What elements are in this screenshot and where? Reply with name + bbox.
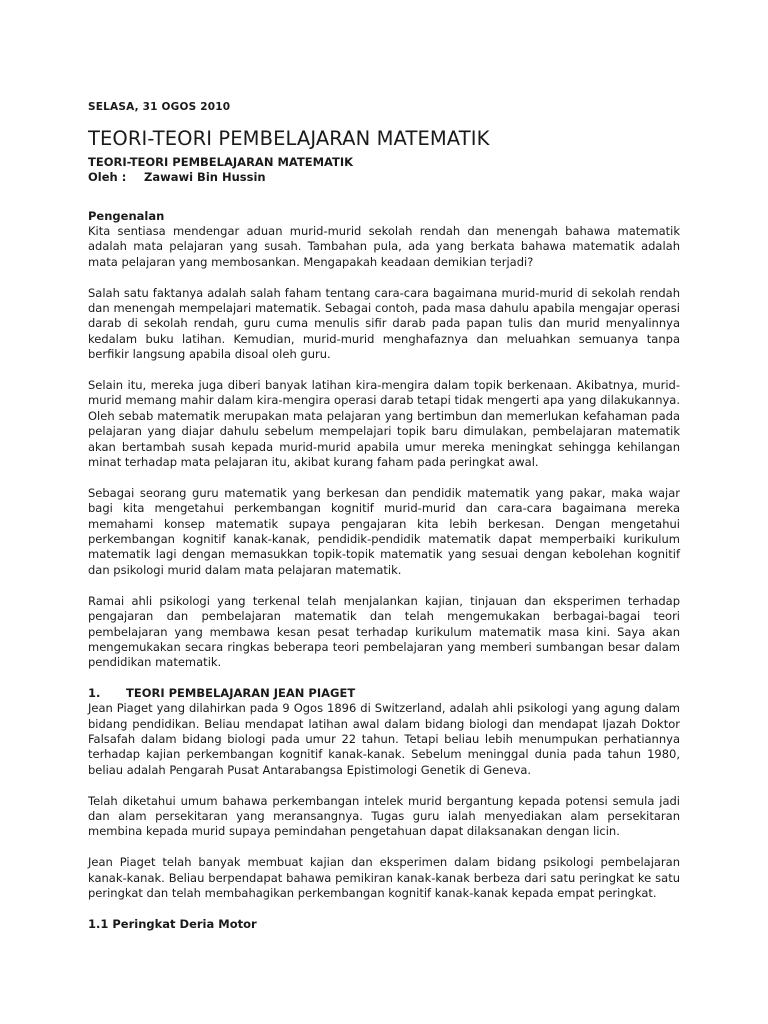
section-heading-intro: Pengenalan [88,209,165,223]
intro-paragraph-5: Ramai ahli psikologi yang terkenal telah menjalankan kajian, tinjauan dan eksperimen terhadap pengajaran dan pembelajaran matematik dan telah mengemukakan berbagai-bagai teori pembelajaran yang membawa kesan pesat terhadap kurikulum matematik masa kini. Saya akan mengemukakan secara ringkas beberapa teori pembelajaran yang memberi sumbangan besar dalam pendidikan matematik. [88,593,680,670]
author-label: Oleh : [88,170,127,184]
intro-paragraph-4: Sebagai seorang guru matematik yang berkesan dan pendidik matematik yang pakar, maka wajar bagi kita mengetahui perkembangan kognitif murid-murid dan cara-cara bagaimana mereka memahami konsep matematik supaya pengajaran kita lebih berkesan. Dengan mengetahui perkembangan kognitif kanak-kanak, pendidik-pendidik matematik dapat memperbaiki kurikulum matematik lagi dengan memasukkan topik-topik matematik yang sesuai dengan kebolehan kognitif dan psikologi murid dalam mata pelajaran matematik. [88,485,680,577]
section-heading-label: TEORI PEMBELAJARAN JEAN PIAGET [126,686,356,701]
intro-paragraph-3: Selain itu, mereka juga diberi banyak latihan kira-mengira dalam topik berkenaan. Akibatnya, murid-murid memang mahir dalam kira-mengira operasi darab tetapi tidak mengerti apa yang dilakukannya. Oleh sebab matematik merupakan mata pelajaran yang bertimbun dan memerlukan kefahaman pada pelajaran yang diajar dahulu sebelum mempelajari topik baru dimulakan, pembelajaran matematik akan bertambah susah kepada murid-murid apabila umur mereka meningkat sehingga kehilangan minat terhadap mata pelajaran itu, akibat kurang faham pada peringkat awal. [88,378,680,470]
document-subtitle: TEORI-TEORI PEMBELAJARAN MATEMATIK [88,155,354,169]
document-page [88,101,680,932]
post-date: SELASA, 31 OGOS 2010 [88,101,231,113]
piaget-paragraph-3: Jean Piaget telah banyak membuat kajian dan eksperimen dalam bidang psikologi pembelajaran kanak-kanak. Beliau berpendapat bahawa pemikiran kanak-kanak berbeza dari satu peringkat ke satu peringkat dan telah membahagikan perkembangan kognitif kanak-kanak kepada empat peringkat. [88,855,680,900]
author-line [88,170,680,185]
section-heading-piaget [88,686,680,701]
page-title: TEORI-TEORI PEMBELAJARAN MATEMATIK [88,127,490,150]
piaget-paragraph-1: Jean Piaget yang dilahirkan pada 9 Ogos 1896 di Switzerland, adalah ahli psikologi yang agung dalam bidang pendidikan. Beliau mendapat latihan awal dalam bidang biologi dan mendapat Ijazah Doktor Falsafah dalam bidang biologi pada umur 22 tahun. Tetapi beliau lebih menumpukan perhatiannya terhadap kajian perkembangan kognitif kanak-kanak. Sebelum meninggal dunia pada tahun 1980, beliau adalah Pengarah Pusat Antarabangsa Epistimologi Genetik di Geneva. [88,701,680,777]
author-name: Zawawi Bin Hussin [144,170,266,184]
subsection-heading-deria-motor: 1.1 Peringkat Deria Motor [88,916,257,931]
intro-paragraph-1: Kita sentiasa mendengar aduan murid-murid sekolah rendah dan menengah bahawa matematik adalah mata pelajaran yang susah. Tambahan pula, ada yang berkata bahawa matematik adalah mata pelajaran yang membosankan. Mengapakah keadaan demikian terjadi? [88,224,680,269]
piaget-paragraph-2: Telah diketahui umum bahawa perkembangan intelek murid bergantung kepada potensi semula jadi dan alam persekitaran yang meransangnya. Tugas guru ialah menyediakan alam persekitaran membina kepada murid supaya pemindahan pengetahuan dapat dilaksanakan dengan licin. [88,793,680,839]
section-number: 1. [88,686,101,701]
intro-paragraph-2: Salah satu faktanya adalah salah faham tentang cara-cara bagaimana murid-murid di sekolah rendah dan menengah mempelajari matematik. Sebagai contoh, pada masa dahulu apabila mengajar operasi darab di sekolah rendah, guru cuma menulis sifir darab pada papan tulis dan murid menyalinnya kedalam buku latihan. Kemudian, murid-murid menghafaznya dan meluahkan semuanya tanpa berfikir langsung apabila disoal oleh guru. [88,285,680,362]
